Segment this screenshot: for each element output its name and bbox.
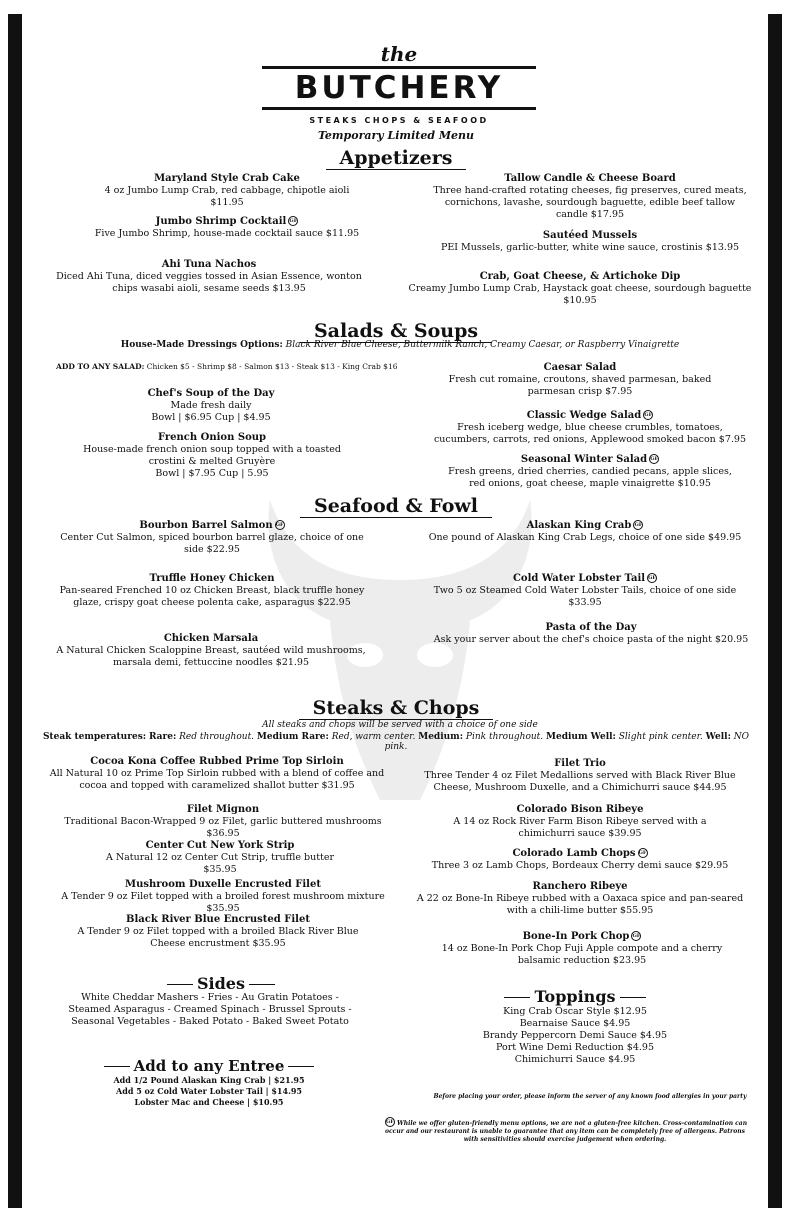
item-desc: Creamy Jumbo Lump Crab, Haystack goat cheese, sourdough baguette $10.95 bbox=[408, 283, 752, 306]
item-name: Crab, Goat Cheese, & Artichoke Dip bbox=[479, 271, 681, 282]
appetizers-title-text: Appetizers bbox=[326, 147, 467, 170]
logo-name: BUTCHERY bbox=[294, 70, 504, 106]
item-name: Alaskan King Crab bbox=[526, 520, 632, 531]
right-border-bar bbox=[768, 14, 782, 1208]
sides-list: White Cheddar Mashers - Fries - Au Gratin Potatoes - Steamed Asparagus - Creamed Spinach - Brussel Sprouts - Seasonal Vegetables - Baked Potato - Baked Sweet Potato bbox=[68, 992, 352, 1027]
restaurant-logo bbox=[262, 44, 536, 125]
item-name: Classic Wedge Salad bbox=[526, 410, 642, 421]
item-price: Bowl | $7.95 Cup | 5.95 bbox=[155, 468, 269, 479]
menu-item bbox=[48, 879, 398, 915]
item-desc: A Tender 9 oz Filet topped with a broiled forest mushroom mixture $35.95 bbox=[61, 891, 385, 914]
menu-item bbox=[430, 362, 730, 398]
item-desc: Three 3 oz Lamb Chops, Bordeaux Cherry demi sauce $29.95 bbox=[431, 860, 729, 871]
item-desc: Fresh iceberg wedge, blue cheese crumbles, tomatoes, cucumbers, carrots, red onions, Applewood smoked bacon $7.95 bbox=[433, 422, 746, 445]
gluten-note-text: While we offer gluten-friendly menu options, we are not a gluten-free kitchen. Cross-contamination can occur and our restaurant is unable to guarantee that any item can be completely free of allergens. Patrons with sensitivities should exercise judgement when ordering. bbox=[385, 1120, 748, 1143]
menu-item bbox=[430, 410, 750, 446]
entree-add-item: Add 1/2 Pound Alaskan King Crab | $21.95 bbox=[113, 1075, 305, 1085]
item-name: Colorado Bison Ribeye bbox=[516, 804, 644, 815]
menu-item bbox=[56, 520, 368, 556]
title-dash bbox=[620, 997, 646, 998]
temp-value: Red, warm center. bbox=[331, 732, 416, 742]
item-name: Chef's Soup of the Day bbox=[147, 388, 275, 399]
item-desc: Ask your server about the chef's choice pasta of the night $20.95 bbox=[433, 634, 749, 645]
gluten-friendly-icon: GF bbox=[638, 850, 647, 856]
title-dash bbox=[249, 984, 275, 985]
item-desc: A 14 oz Rock River Farm Bison Ribeye served with a chimichurri sauce $39.95 bbox=[453, 816, 707, 839]
menu-item bbox=[410, 881, 750, 917]
menu-item bbox=[48, 259, 370, 295]
temp-value: Slight pink center. bbox=[618, 732, 703, 742]
menu-item bbox=[62, 216, 392, 240]
entree-add-list bbox=[84, 1075, 334, 1108]
item-desc: Fresh greens, dried cherries, candied pecans, apple slices, red onions, goat cheese, maple vinaigrette $10.95 bbox=[448, 466, 732, 489]
steaks-title-text: Steaks & Chops bbox=[299, 697, 494, 720]
dressings-list: Black River Blue Cheese, Buttermilk Ranch, Creamy Caesar, or Raspberry Vinaigrette bbox=[285, 340, 680, 350]
menu-item bbox=[400, 271, 760, 307]
item-name: Cold Water Lobster Tail bbox=[512, 573, 646, 584]
item-desc: A Tender 9 oz Filet topped with a broiled Black River Blue Cheese encrustment $35.95 bbox=[77, 926, 359, 949]
toppings-title-text: Toppings bbox=[534, 987, 616, 1006]
menu-item bbox=[420, 520, 750, 544]
item-name: French Onion Soup bbox=[157, 432, 267, 443]
menu-item bbox=[44, 756, 390, 792]
menu-item bbox=[44, 633, 378, 669]
menu-item bbox=[418, 573, 752, 609]
entree-add-item: Add 5 oz Cold Water Lobster Tail | $14.95 bbox=[116, 1086, 302, 1096]
temp-key: Medium Rare: bbox=[256, 732, 329, 742]
dressings-line bbox=[100, 340, 700, 350]
item-name: Maryland Style Crab Cake bbox=[154, 173, 300, 184]
salads-title-text: Salads & Soups bbox=[300, 320, 492, 343]
title-dash bbox=[288, 1066, 314, 1067]
menu-label: Temporary Limited Menu bbox=[317, 129, 475, 142]
seafood-title-text: Seafood & Fowl bbox=[300, 495, 492, 518]
entree-add-item: Lobster Mac and Cheese | $10.95 bbox=[134, 1097, 284, 1107]
gluten-friendly-icon: GF bbox=[650, 456, 659, 462]
item-name: Cocoa Kona Coffee Rubbed Prime Top Sirloin bbox=[90, 756, 344, 767]
topping-item: Chimichurri Sauce $4.95 bbox=[514, 1054, 636, 1065]
salad-add-ons bbox=[56, 362, 416, 371]
menu-item bbox=[430, 848, 730, 872]
temp-key: Medium Well: bbox=[546, 732, 616, 742]
item-desc: House-made french onion soup topped with a toasted crostini & melted Gruyère bbox=[83, 444, 341, 467]
gluten-friendly-icon: GF bbox=[648, 575, 656, 581]
menu-item bbox=[426, 622, 756, 646]
item-desc: One pound of Alaskan King Crab Legs, choice of one side $49.95 bbox=[428, 532, 742, 543]
steak-temperatures bbox=[40, 732, 752, 752]
item-name: Center Cut New York Strip bbox=[145, 840, 295, 851]
gluten-friendly-icon: GF bbox=[386, 1119, 394, 1125]
sides-title bbox=[86, 974, 356, 993]
toppings-title bbox=[450, 987, 700, 1006]
item-desc: PEI Mussels, garlic-butter, white wine sauce, crostinis $13.95 bbox=[440, 242, 740, 253]
item-name: Colorado Lamb Chops bbox=[512, 848, 636, 859]
logo-top-line bbox=[262, 66, 536, 69]
logo-bottom-line bbox=[262, 107, 536, 110]
salads-title bbox=[246, 320, 546, 342]
topping-item: Port Wine Demi Reduction $4.95 bbox=[495, 1042, 654, 1053]
menu-item bbox=[50, 804, 396, 840]
item-desc: Center Cut Salmon, spiced bourbon barrel glaze, choice of one side $22.95 bbox=[60, 532, 364, 555]
menu-item bbox=[92, 173, 362, 209]
item-desc: Diced Ahi Tuna, diced veggies tossed in Asian Essence, wonton chips wasabi aioli, sesame seeds $13.95 bbox=[56, 271, 362, 294]
menu-item bbox=[440, 454, 740, 490]
item-name: Jumbo Shrimp Cocktail bbox=[155, 216, 287, 227]
menu-item bbox=[96, 388, 326, 424]
menu-item bbox=[52, 573, 372, 609]
menu-item bbox=[430, 173, 750, 221]
appetizers-title bbox=[246, 147, 546, 169]
item-name: Chicken Marsala bbox=[163, 633, 259, 644]
item-name: Bourbon Barrel Salmon bbox=[139, 520, 273, 531]
item-name: Filet Mignon bbox=[186, 804, 260, 815]
item-name: Black River Blue Encrusted Filet bbox=[126, 914, 310, 925]
menu-item bbox=[410, 758, 750, 794]
item-name: Ahi Tuna Nachos bbox=[161, 259, 257, 270]
gluten-friendly-icon: GF bbox=[289, 218, 298, 224]
item-name: Caesar Salad bbox=[543, 362, 617, 373]
seafood-title bbox=[246, 495, 546, 517]
item-desc: Three hand-crafted rotating cheeses, fig preserves, cured meats, cornichons, lavashe, sourdough baguette, edible beef tallow candle $17.95 bbox=[433, 185, 747, 220]
temp-key: Rare: bbox=[148, 732, 177, 742]
topping-item: Bearnaise Sauce $4.95 bbox=[519, 1018, 631, 1029]
item-desc: Fresh cut romaine, croutons, shaved parmesan, baked parmesan crisp $7.95 bbox=[448, 374, 712, 397]
item-desc: Made fresh daily bbox=[170, 400, 252, 411]
item-desc: Pan-seared Frenched 10 oz Chicken Breast, black truffle honey glaze, crispy goat cheese polenta cake, asparagus $22.95 bbox=[59, 585, 365, 608]
menu-item bbox=[430, 804, 730, 840]
menu-item bbox=[420, 931, 744, 967]
item-name: Ranchero Ribeye bbox=[532, 881, 628, 892]
gluten-friendly-icon: GF bbox=[644, 412, 653, 418]
item-name: Mushroom Duxelle Encrusted Filet bbox=[125, 879, 321, 890]
item-desc: A Natural Chicken Scaloppine Breast, sautéed wild mushrooms, marsala demi, fettuccine noodles $21.95 bbox=[56, 645, 366, 668]
temp-value: NO pink. bbox=[384, 732, 750, 752]
sides-title-text: Sides bbox=[196, 974, 245, 993]
item-desc: Three Tender 4 oz Filet Medallions served with Black River Blue Cheese, Mushroom Duxelle, and a Chimichurri sauce $44.95 bbox=[424, 770, 736, 793]
item-desc: All Natural 10 oz Prime Top Sirloin rubbed with a blend of coffee and cocoa and topped with caramelized shallot butter $31.95 bbox=[49, 768, 385, 791]
item-name: Truffle Honey Chicken bbox=[149, 573, 275, 584]
title-dash bbox=[167, 984, 193, 985]
item-desc: 14 oz Bone-In Pork Chop Fuji Apple compote and a cherry balsamic reduction $23.95 bbox=[441, 943, 723, 966]
menu-item bbox=[82, 432, 342, 480]
item-price: Bowl | $6.95 Cup | $4.95 bbox=[151, 412, 271, 423]
gluten-friendly-icon: GF bbox=[632, 933, 641, 939]
allergy-note: Before placing your order, please inform the server of any known food allergies in your party bbox=[433, 1093, 747, 1100]
menu-item bbox=[68, 914, 368, 950]
item-desc: 4 oz Jumbo Lump Crab, red cabbage, chipotle aioli $11.95 bbox=[104, 185, 350, 208]
salad-add-items: Chicken $5 - Shrimp $8 - Salmon $13 - Steak $13 - King Crab $16 bbox=[146, 362, 398, 371]
salad-add-label: ADD TO ANY SALAD: bbox=[56, 362, 145, 371]
item-desc: Five Jumbo Shrimp, house-made cocktail sauce $11.95 bbox=[94, 228, 360, 239]
item-name: Sautéed Mussels bbox=[542, 230, 638, 241]
item-name: Tallow Candle & Cheese Board bbox=[504, 173, 676, 184]
item-name: Bone-In Pork Chop bbox=[522, 931, 630, 942]
toppings-list bbox=[450, 1006, 700, 1066]
title-dash bbox=[504, 997, 530, 998]
temp-value: Pink throughout. bbox=[465, 732, 544, 742]
dressings-label: House-Made Dressings Options: bbox=[120, 340, 283, 350]
menu-item bbox=[430, 230, 750, 254]
temp-key: Medium: bbox=[418, 732, 464, 742]
gluten-friendly-icon: GF bbox=[634, 522, 643, 528]
item-name: Filet Trio bbox=[554, 758, 606, 769]
temp-key: Well: bbox=[705, 732, 731, 742]
temps-label: Steak temperatures: bbox=[42, 732, 147, 742]
title-dash bbox=[104, 1066, 130, 1067]
item-desc: Two 5 oz Steamed Cold Water Lobster Tails, choice of one side $33.95 bbox=[433, 585, 737, 608]
gluten-friendly-icon: GF bbox=[275, 522, 284, 528]
left-border-bar bbox=[8, 14, 22, 1208]
item-name: Seasonal Winter Salad bbox=[520, 454, 648, 465]
item-name: Pasta of the Day bbox=[545, 622, 637, 633]
topping-item: Brandy Peppercorn Demi Sauce $4.95 bbox=[482, 1030, 668, 1041]
steaks-title bbox=[246, 697, 546, 719]
gluten-note bbox=[380, 1117, 750, 1144]
logo-the: the bbox=[380, 42, 418, 66]
topping-item: King Crab Oscar Style $12.95 bbox=[503, 1006, 647, 1017]
entree-add-title bbox=[84, 1057, 334, 1075]
item-desc: A 22 oz Bone-In Ribeye rubbed with a Oaxaca spice and pan-seared with a chili-lime butter $55.95 bbox=[416, 893, 744, 916]
item-desc: A Natural 12 oz Center Cut Strip, truffle butter $35.95 bbox=[105, 852, 335, 875]
menu-item bbox=[90, 840, 350, 876]
logo-tagline: STEAKS CHOPS & SEAFOOD bbox=[309, 116, 489, 125]
steaks-note: All steaks and chops will be served with a choice of one side bbox=[262, 720, 538, 730]
temp-value: Red throughout. bbox=[179, 732, 255, 742]
entree-add-title-text: Add to any Entree bbox=[133, 1057, 285, 1075]
item-desc: Traditional Bacon-Wrapped 9 oz Filet, garlic buttered mushrooms $36.95 bbox=[64, 816, 382, 839]
